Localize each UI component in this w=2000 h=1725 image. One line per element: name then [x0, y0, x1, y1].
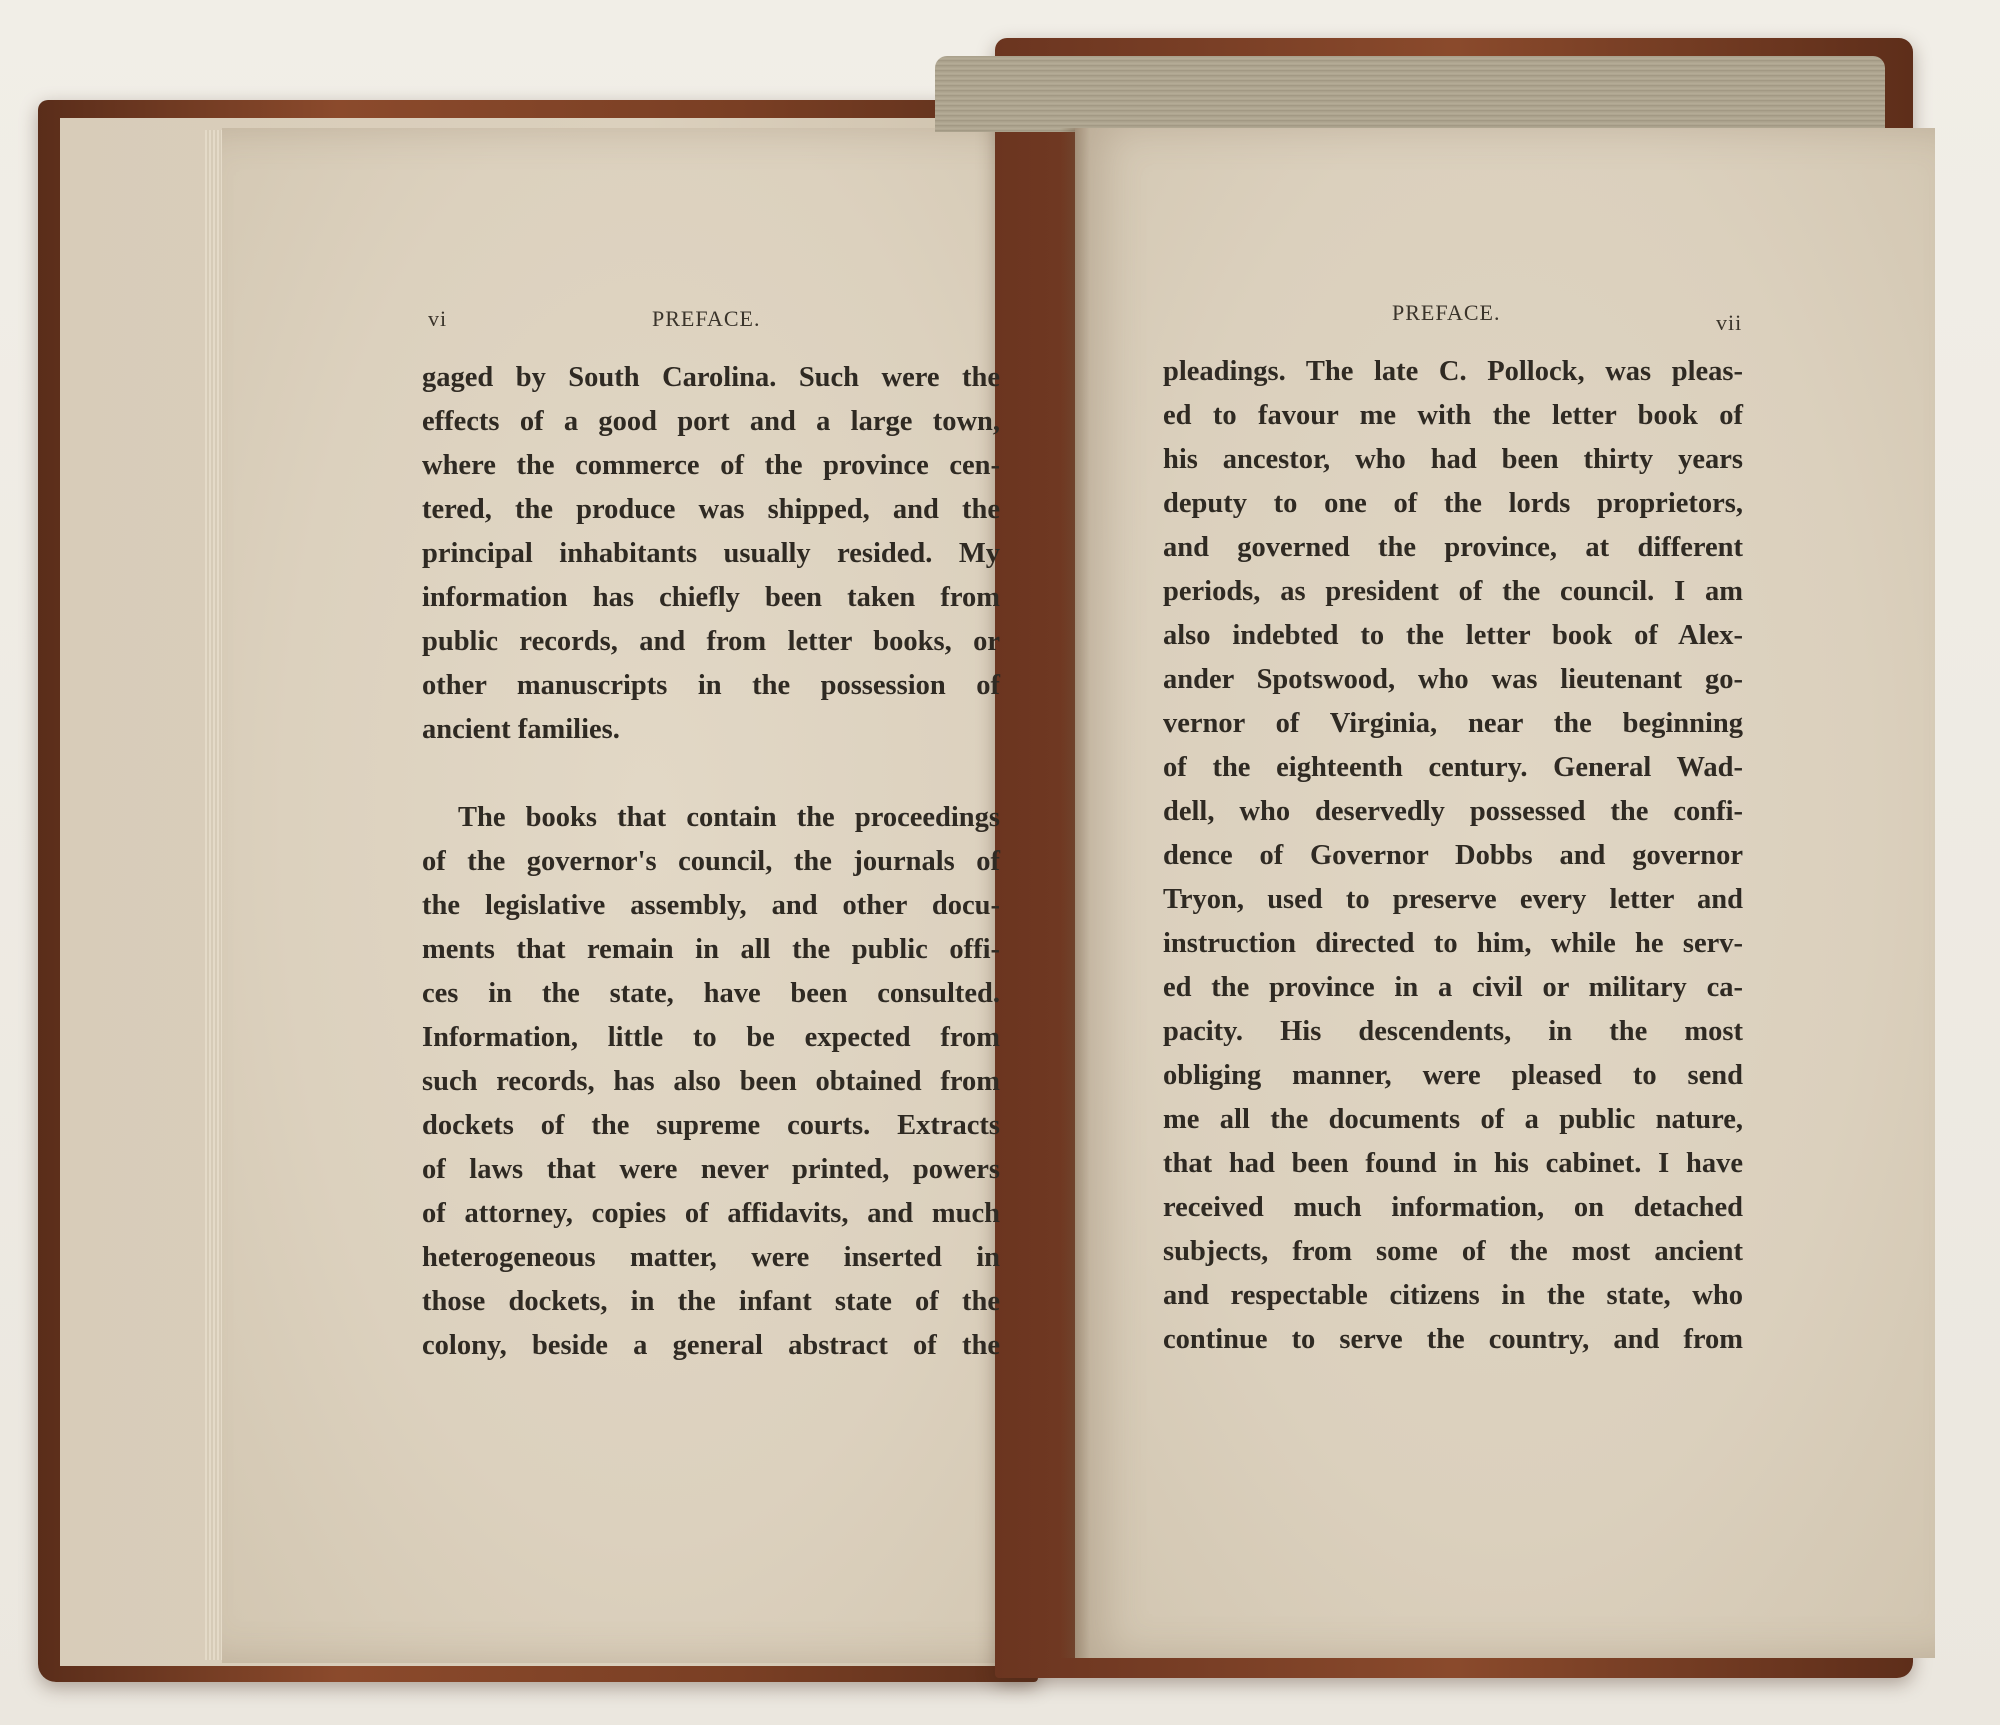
text-line: other manuscripts in the possession of — [422, 670, 1000, 701]
text-line: information has chiefly been taken from — [422, 582, 1000, 613]
text-line: received much information, on detached — [1163, 1192, 1743, 1223]
text-line: of attorney, copies of affidavits, and much — [422, 1198, 1000, 1229]
text-line: The books that contain the proceedings — [458, 802, 1000, 833]
text-line: dell, who deservedly possessed the confi- — [1163, 796, 1743, 827]
text-line: of the governor's council, the journals of — [422, 846, 1000, 877]
text-line: that had been found in his cabinet. I have — [1163, 1148, 1743, 1179]
right-page-number: vii — [1716, 310, 1743, 335]
right-running-head: PREFACE. — [1392, 300, 1501, 325]
text-line: effects of a good port and a large town, — [422, 406, 1000, 437]
text-line: ces in the state, have been consulted. — [422, 978, 1000, 1009]
text-line: tered, the produce was shipped, and the — [422, 494, 1000, 525]
book-gutter — [1060, 128, 1090, 1658]
text-line: and governed the province, at different — [1163, 532, 1743, 563]
left-page-body — [422, 356, 1000, 1368]
text-line: those dockets, in the infant state of the — [422, 1286, 1000, 1317]
text-line: periods, as president of the council. I am — [1163, 576, 1743, 607]
text-line: colony, beside a general abstract of the — [422, 1330, 1000, 1361]
text-line: ed to favour me with the letter book of — [1163, 400, 1743, 431]
left-page-number: vi — [428, 306, 448, 331]
text-line: obliging manner, were pleased to send — [1163, 1060, 1743, 1091]
text-line: me all the documents of a public nature, — [1163, 1104, 1743, 1135]
text-line: ander Spotswood, who was lieutenant go- — [1163, 664, 1743, 695]
text-line: subjects, from some of the most ancient — [1163, 1236, 1743, 1267]
text-line: where the commerce of the province cen- — [422, 450, 1000, 481]
text-line: the legislative assembly, and other docu- — [422, 890, 1000, 921]
text-line: heterogeneous matter, were inserted in — [422, 1242, 1000, 1273]
text-line: continue to serve the country, and from — [1163, 1324, 1743, 1355]
text-line: Tryon, used to preserve every letter and — [1163, 884, 1743, 915]
text-line: dence of Governor Dobbs and governor — [1163, 840, 1743, 871]
text-line: such records, has also been obtained from — [422, 1066, 1000, 1097]
text-line: principal inhabitants usually resided. My — [422, 538, 1000, 569]
text-line: ancient families. — [422, 714, 620, 745]
text-line: pleadings. The late C. Pollock, was pleas- — [1163, 356, 1743, 387]
left-running-head: PREFACE. — [652, 306, 761, 331]
text-line: ed the province in a civil or military ca- — [1163, 972, 1743, 1003]
text-line: of the eighteenth century. General Wad- — [1163, 752, 1743, 783]
text-line: public records, and from letter books, or — [422, 626, 1000, 657]
text-line: and respectable citizens in the state, who — [1163, 1280, 1743, 1311]
text-line: his ancestor, who had been thirty years — [1163, 444, 1743, 475]
text-line: ments that remain in all the public offi- — [422, 934, 1000, 965]
text-line: vernor of Virginia, near the beginning — [1163, 708, 1743, 739]
text-line: Information, little to be expected from — [422, 1022, 1000, 1053]
text-line: dockets of the supreme courts. Extracts — [422, 1110, 1000, 1141]
text-line: instruction directed to him, while he serv- — [1163, 928, 1743, 959]
text-line: also indebted to the letter book of Alex- — [1163, 620, 1743, 651]
text-line: deputy to one of the lords proprietors, — [1163, 488, 1743, 519]
text-line: of laws that were never printed, powers — [422, 1154, 1000, 1185]
text-line: pacity. His descendents, in the most — [1163, 1016, 1743, 1047]
right-text-block-top-edge — [935, 56, 1885, 132]
right-page-body — [1163, 350, 1743, 1362]
text-line: gaged by South Carolina. Such were the — [422, 362, 1000, 393]
